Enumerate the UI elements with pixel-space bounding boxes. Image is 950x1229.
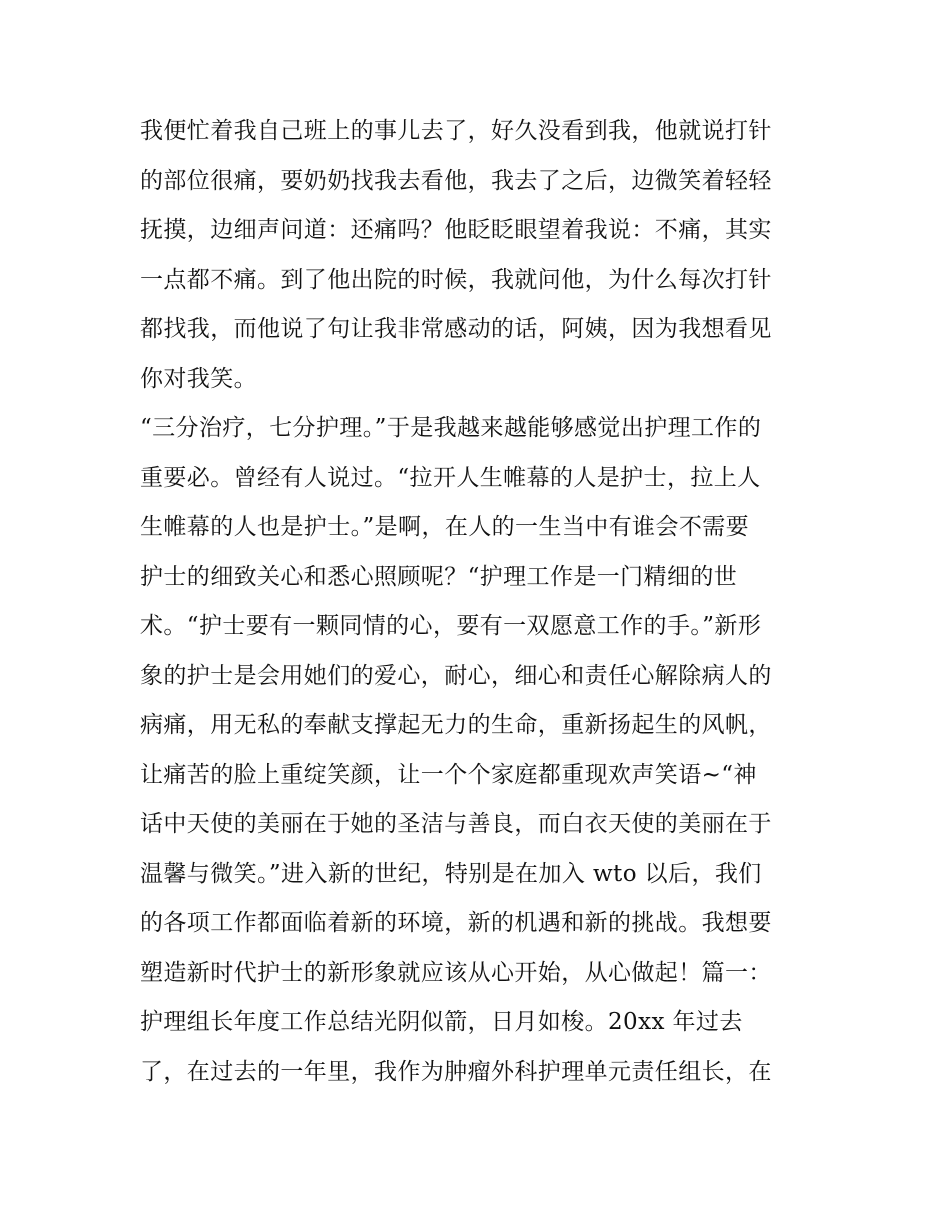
- text-line-6: 你对我笑。: [140, 365, 257, 392]
- text-line-12: 象的护士是会用她们的爱心，耐心，细心和责任心解除病人的: [140, 662, 772, 689]
- text-line-19: 护理组长年度工作总结光阴似箭，日月如梭。20xx 年过去: [140, 1009, 743, 1035]
- text-line-4: 一点都不痛。到了他出院的时候，我就问他，为什么每次打针: [140, 266, 772, 293]
- body-text: [140, 107, 820, 1097]
- text-line-20: 了，在过去的一年里，我作为肿瘤外科护理单元责任组长，在: [140, 1058, 772, 1085]
- text-line-7: “三分治疗，七分护理。”于是我越来越能够感觉出护理工作的: [140, 415, 762, 441]
- text-line-8: 重要必。曾经有人说过。“拉开人生帷幕的人是护士，拉上人: [140, 464, 761, 491]
- text-line-2: 的部位很痛，要奶奶找我去看他，我去了之后，边微笑着轻轻: [140, 167, 772, 194]
- text-line-5: 都找我，而他说了句让我非常感动的话，阿姨，因为我想看见: [140, 316, 772, 342]
- text-line-3: 抚摸，边细声问道：还痛吗？他眨眨眼望着我说：不痛，其实: [140, 217, 772, 243]
- text-line-16: 温馨与微笑。”进入新的世纪，特别是在加入 wto 以后，我们: [140, 860, 762, 887]
- text-line-11: 术。“护士要有一颗同情的心，要有一双愿意工作的手。”新形: [140, 613, 762, 639]
- text-line-13: 病痛，用无私的奉献支撑起无力的生命，重新扬起生的风帆，: [140, 712, 772, 738]
- text-line-18: 塑造新时代护士的新形象就应该从心开始，从心做起！篇一：: [140, 959, 772, 986]
- text-line-15: 话中天使的美丽在于她的圣洁与善良，而白衣天使的美丽在于: [140, 811, 772, 837]
- text-line-17: 的各项工作都面临着新的环境，新的机遇和新的挑战。我想要: [140, 910, 772, 936]
- text-line-9: 生帷幕的人也是护士。”是啊，在人的一生当中有谁会不需要: [140, 514, 750, 540]
- text-line-10: 护士的细致关心和悉心照顾呢？“护理工作是一门精细的世: [140, 563, 738, 590]
- text-line-1: 我便忙着我自己班上的事儿去了，好久没看到我，他就说打针: [140, 118, 772, 144]
- text-line-14: 让痛苦的脸上重绽笑颜，让一个个家庭都重现欢声笑语~“神: [140, 761, 757, 788]
